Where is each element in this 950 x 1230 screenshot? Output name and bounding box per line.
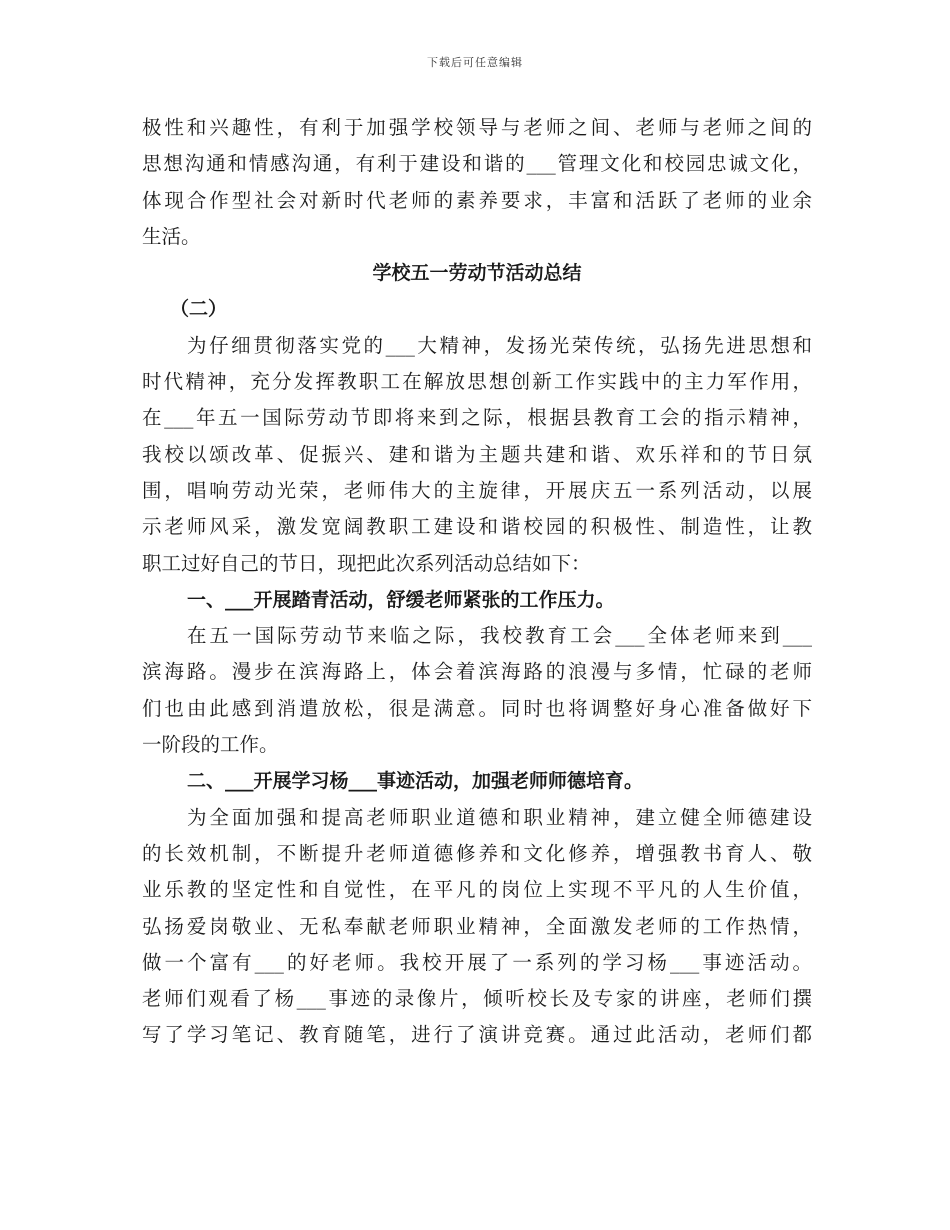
body-line: 写了学习笔记、教育随笔，进行了演讲竞赛。通过此活动，老师们都 — [142, 1023, 812, 1047]
section-heading: 二、___开展学习杨___事迹活动，加强老师师德培育。 — [187, 770, 644, 793]
body-line: 为仔细贯彻落实党的___大精神，发扬光荣传统，弘扬先进思想和 — [187, 333, 812, 357]
body-line: 时代精神，充分发挥教职工在解放思想创新工作实践中的主力军作用， — [142, 370, 812, 394]
body-line: 极性和兴趣性，有利于加强学校领导与老师之间、老师与老师之间的 — [142, 116, 812, 139]
section-subtitle: （二） — [170, 298, 228, 321]
page-header: 下载后可任意编辑 — [427, 56, 523, 69]
body-line: 职工过好自己的节日，现把此次系列活动总结如下： — [142, 551, 591, 575]
body-line: 在五一国际劳动节来临之际，我校教育工会___全体老师来到___ — [187, 624, 812, 648]
section-title: 学校五一劳动节活动总结 — [372, 262, 582, 285]
body-line: 滨海路。漫步在滨海路上，体会着滨海路的浪漫与多情，忙碌的老师 — [142, 660, 812, 684]
body-line: 围，唱响劳动光荣，老师伟大的主旋律，开展庆五一系列活动，以展 — [142, 478, 812, 502]
document-body — [142, 110, 812, 1054]
body-line: 我校以颂改革、促振兴、建和谐为主题共建和谐、欢乐祥和的节日氛 — [142, 442, 812, 466]
body-line: 生活。 — [142, 224, 201, 248]
body-line: 示老师风采，激发宽阔教职工建设和谐校园的积极性、制造性，让教 — [142, 515, 812, 539]
body-line: 做一个富有___的好老师。我校开展了一系列的学习杨___事迹活动。 — [142, 950, 812, 974]
body-line: 为全面加强和提高老师职业道德和职业精神，建立健全师德建设 — [187, 805, 812, 829]
body-line: 体现合作型社会对新时代老师的素养要求，丰富和活跃了老师的业余 — [142, 188, 812, 212]
body-line: 一阶段的工作。 — [142, 733, 279, 757]
body-line: 业乐教的坚定性和自觉性，在平凡的岗位上实现不平凡的人生价值， — [142, 878, 812, 902]
body-line: 们也由此感到消遣放松，很是满意。同时也将调整好身心准备做好下 — [142, 696, 812, 720]
section-heading: 一、___开展踏青活动，舒缓老师紧张的工作压力。 — [187, 588, 615, 611]
body-line: 的长效机制，不断提升老师道德修养和文化修养，增强教书育人、敬 — [142, 841, 812, 865]
body-line: 老师们观看了杨___事迹的录像片，倾听校长及专家的讲座，老师们撰 — [142, 987, 812, 1011]
body-line: 弘扬爱岗敬业、无私奉献老师职业精神，全面激发老师的工作热情， — [142, 914, 812, 938]
body-line: 在___年五一国际劳动节即将来到之际，根据县教育工会的指示精神， — [142, 406, 812, 430]
body-line: 思想沟通和情感沟通，有利于建设和谐的___管理文化和校园忠诚文化， — [142, 152, 812, 176]
